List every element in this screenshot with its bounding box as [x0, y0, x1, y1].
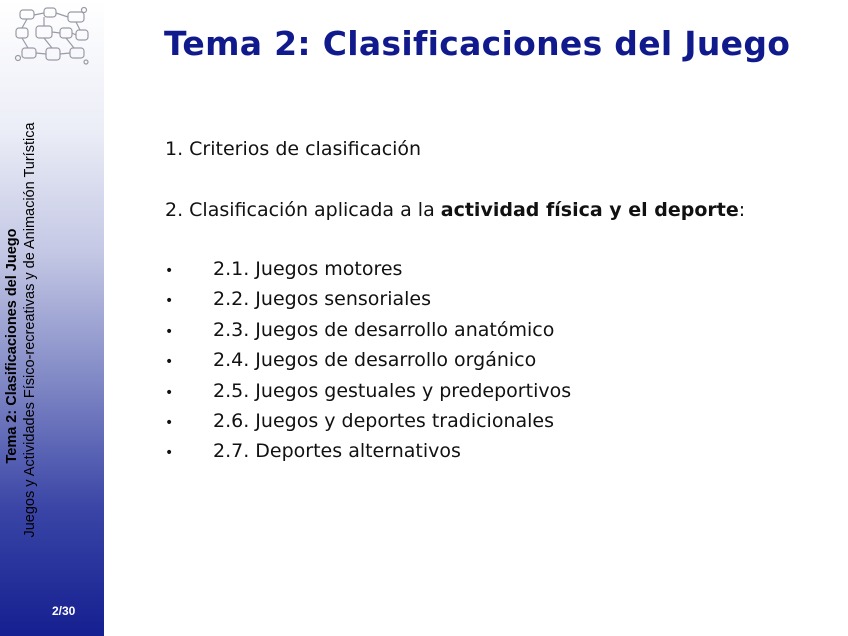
- sidebar-subject: Juegos y Actividades Físico-recreativas y de Animación Turística: [22, 122, 38, 538]
- sidebar-course-title: Tema 2: Clasificaciones del Juego: [4, 228, 20, 464]
- item-clasificacion: [165, 199, 745, 221]
- bullet-icon: •: [165, 293, 174, 310]
- bullet-icon: •: [165, 384, 174, 401]
- bullet-icon: •: [165, 445, 174, 462]
- sidebar: [0, 0, 104, 636]
- bullet-text: 2.5. Juegos gestuales y predeportivos: [213, 379, 572, 402]
- bullet-text: 2.4. Juegos de desarrollo orgánico: [213, 349, 537, 372]
- bullet-text: 2.1. Juegos motores: [213, 258, 403, 280]
- bullet-text: 2.3. Juegos de desarrollo anatómico: [213, 318, 555, 341]
- page-number: 2/30: [52, 604, 76, 618]
- bullet-text: 2.7. Deportes alternativos: [213, 440, 461, 463]
- item-criterios: 1. Criterios de clasificación: [165, 138, 422, 160]
- item-clasificacion-suffix: :: [738, 199, 746, 221]
- bullet-icon: •: [165, 323, 174, 340]
- bullet-icon: •: [165, 354, 174, 371]
- network-diagram-logo-icon: [14, 6, 92, 66]
- item-clasificacion-bold: actividad física y el deporte: [440, 199, 739, 221]
- bullet-text: 2.2. Juegos sensoriales: [213, 288, 432, 311]
- bullet-icon: •: [165, 263, 174, 279]
- item-clasificacion-prefix: 2. Clasificación aplicada a la: [165, 199, 441, 221]
- bullet-icon: •: [165, 414, 174, 431]
- bullet-text: 2.6. Juegos y deportes tradicionales: [213, 409, 555, 432]
- slide-title: Tema 2: Clasificaciones del Juego: [164, 24, 791, 63]
